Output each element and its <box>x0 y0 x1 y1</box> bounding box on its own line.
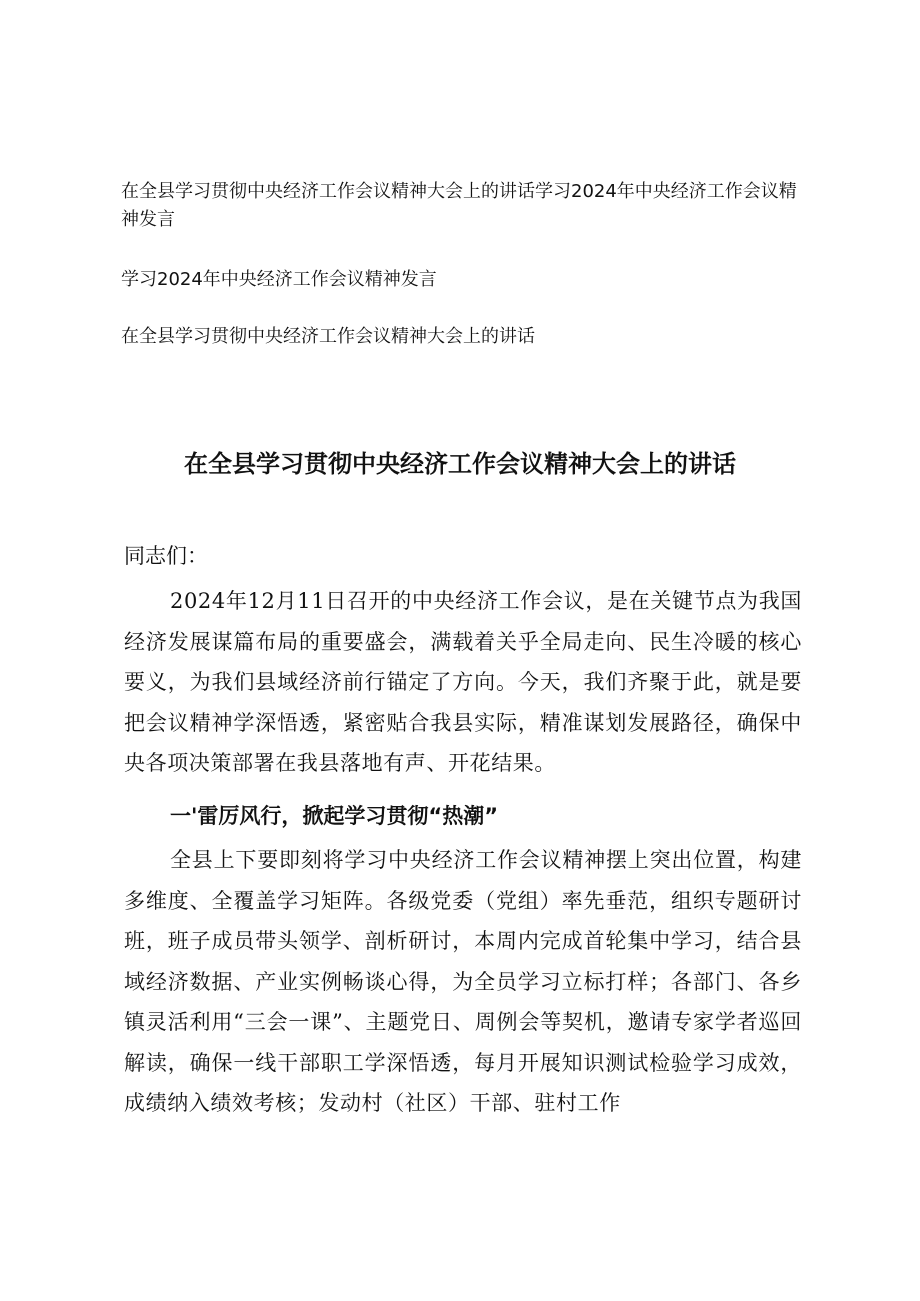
toc-item: 在全县学习贯彻中央经济工作会议精神大会上的讲话学习2024年中央经济工作会议精神发言 <box>121 181 797 230</box>
document-title: 在全县学习贯彻中央经济工作会议精神大会上的讲话 <box>184 450 736 478</box>
toc-item: 学习2024年中央经济工作会议精神发言 <box>121 269 437 290</box>
body-paragraph: 2024年12月11日召开的中央经济工作会议，是在关键节点为我国经济发展谋篇布局的重要盛会，满载着关乎全局走向、民生冷暖的核心要义，为我们县域经济前行锚定了方向。今天，我们齐聚于此，就是要把会议精神学深悟透，紧密贴合我县实际，精准谋划发展路径，确保中央各项决策部署在我县落地有声、开花结果。 <box>124 589 802 775</box>
salutation: 同志们： <box>124 544 208 568</box>
body-paragraph: 全县上下要即刻将学习中央经济工作会议精神摆上突出位置，构建多维度、全覆盖学习矩阵。各级党委（党组）率先垂范，组织专题研讨班，班子成员带头领学、剖析研讨，本周内完成首轮集中学习，结合县域经济数据、产业实例畅谈心得，为全员学习立标打样；各部门、各乡镇灵活利用“三会一课”、主题党日、周例会等契机，邀请专家学者巡回解读，确保一线干部职工学深悟透，每月开展知识测试检验学习成效，成绩纳入绩效考核；发动村（社区）干部、驻村工作 <box>124 848 802 1115</box>
toc-item: 在全县学习贯彻中央经济工作会议精神大会上的讲话 <box>121 326 535 347</box>
table-of-contents <box>121 178 811 351</box>
section-heading: 一'雷厉风行，掀起学习贯彻“热潮” <box>170 804 499 828</box>
